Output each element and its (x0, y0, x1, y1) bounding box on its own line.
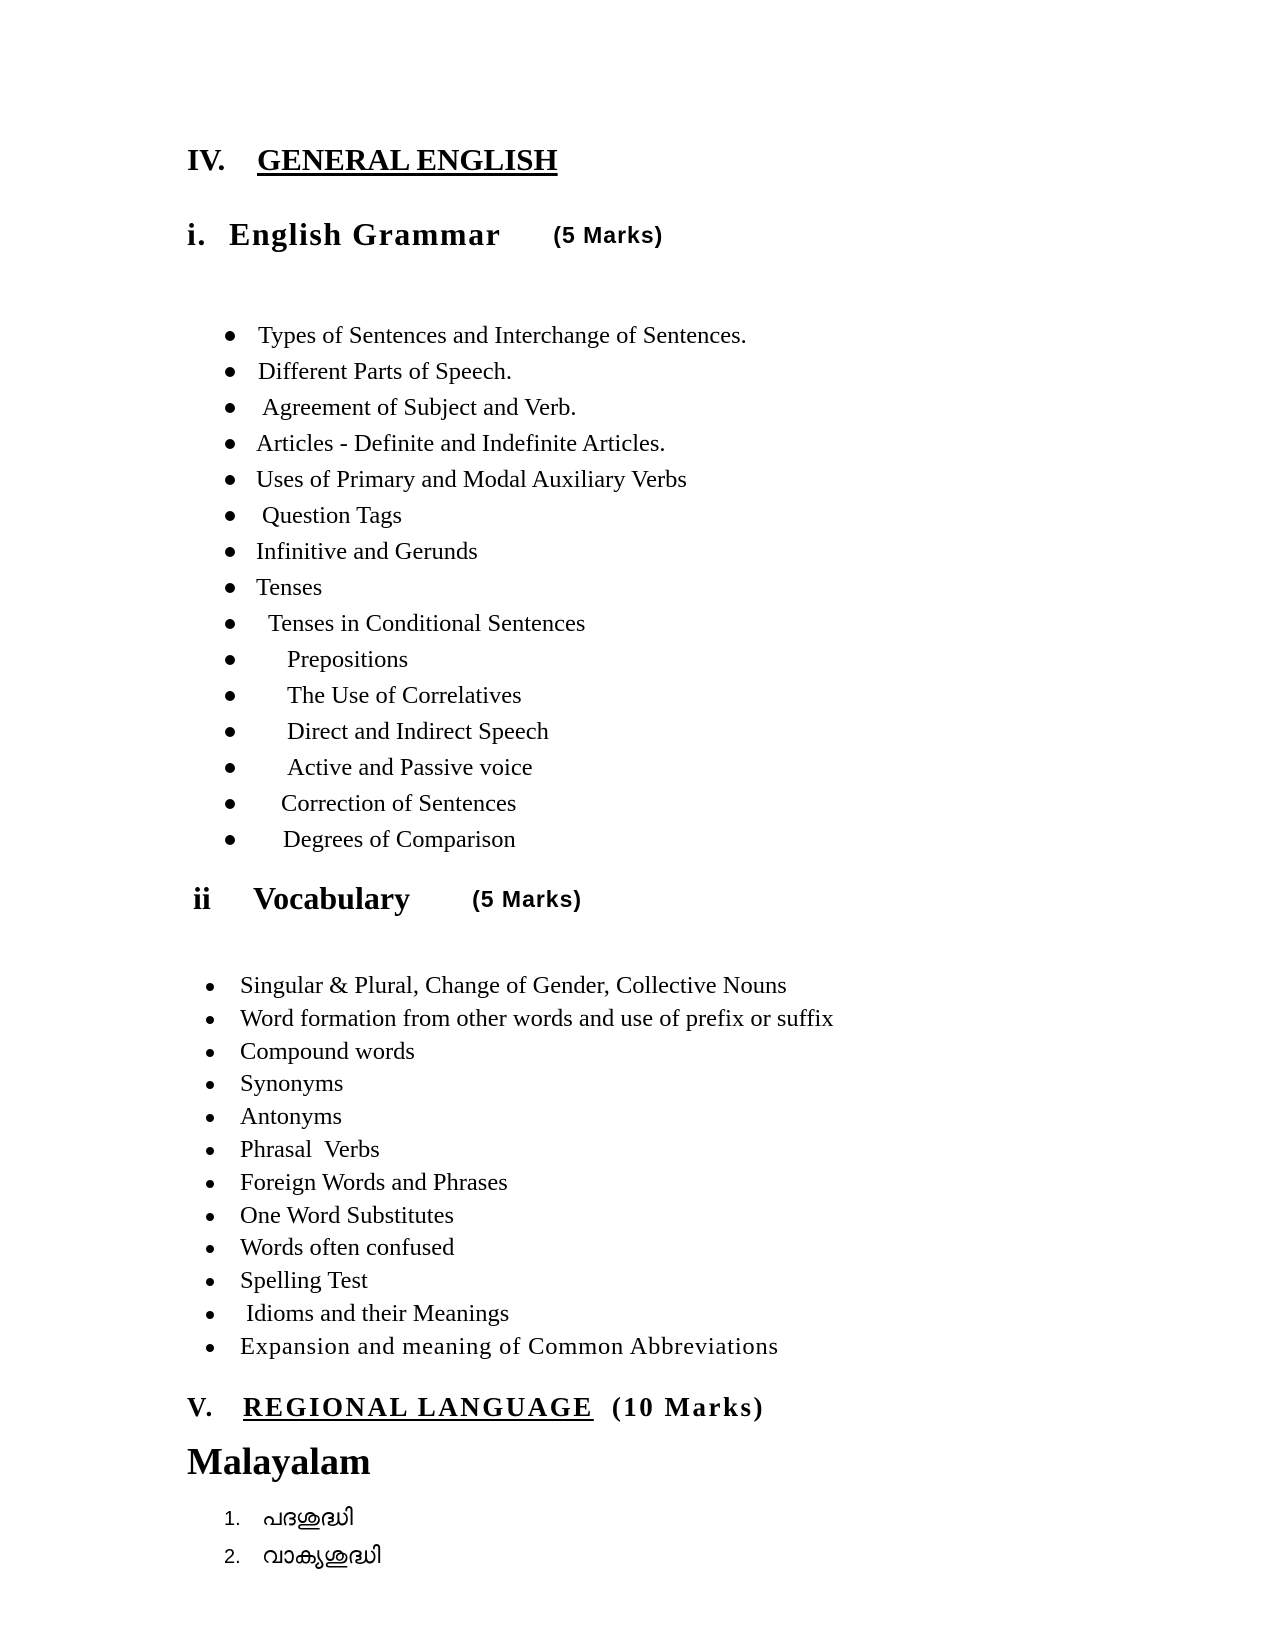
list-item (224, 1536, 380, 1574)
list-item: Phrasal Verbs (200, 1134, 834, 1167)
list-item: Antonyms (200, 1101, 834, 1134)
list-item: Singular & Plural, Change of Gender, Collective Nouns (200, 970, 834, 1003)
list-item (224, 1498, 380, 1536)
subheading-english-grammar (187, 216, 663, 253)
list-item: Degrees of Comparison (222, 822, 747, 858)
list-item: Direct and Indirect Speech (222, 714, 747, 750)
list-item: Prepositions (222, 642, 747, 678)
list-item: One Word Substitutes (200, 1200, 834, 1233)
section-number: V. (187, 1392, 215, 1422)
list-item: Word formation from other words and use of prefix or suffix (200, 1003, 834, 1036)
list-item: Different Parts of Speech. (222, 354, 747, 390)
item-number: 2. (224, 1546, 241, 1568)
list-item: The Use of Correlatives (222, 678, 747, 714)
section-title: REGIONAL LANGUAGE (243, 1392, 594, 1422)
list-item: Correction of Sentences (222, 786, 747, 822)
list-item: Uses of Primary and Modal Auxiliary Verbs (222, 462, 747, 498)
list-item: Tenses in Conditional Sentences (222, 606, 747, 642)
marks-label: (5 Marks) (472, 886, 583, 912)
section-number: IV. (187, 142, 226, 177)
subheading-title: English Grammar (229, 216, 502, 252)
subheading-vocabulary (193, 880, 582, 917)
grammar-topic-list (222, 318, 747, 858)
section-heading-regional-language (187, 1392, 765, 1423)
section-heading-general-english (187, 142, 558, 178)
list-item: Words often confused (200, 1232, 834, 1265)
list-item: Synonyms (200, 1068, 834, 1101)
list-item: Spelling Test (200, 1265, 834, 1298)
marks-label: (5 Marks) (553, 222, 664, 248)
list-item: Idioms and their Meanings (200, 1298, 834, 1331)
list-item: Agreement of Subject and Verb. (222, 390, 747, 426)
item-text: പദശുദ്ധി (262, 1504, 353, 1530)
subheading-title: Vocabulary (253, 880, 411, 916)
subheading-number: ii (193, 880, 211, 916)
list-item: Tenses (222, 570, 747, 606)
list-item: Types of Sentences and Interchange of Sentences. (222, 318, 747, 354)
list-item: Expansion and meaning of Common Abbreviations (200, 1331, 834, 1364)
list-item: Foreign Words and Phrases (200, 1167, 834, 1200)
language-heading: Malayalam (187, 1441, 371, 1483)
section-title: GENERAL ENGLISH (257, 142, 558, 177)
list-item: Articles - Definite and Indefinite Articles. (222, 426, 747, 462)
list-item: Compound words (200, 1036, 834, 1069)
vocabulary-topic-list (200, 970, 834, 1364)
malayalam-topic-list (224, 1498, 380, 1574)
marks-label: (10 Marks) (611, 1392, 766, 1422)
list-item: Active and Passive voice (222, 750, 747, 786)
subheading-number: i. (187, 216, 207, 252)
item-number: 1. (224, 1508, 241, 1530)
list-item: Question Tags (222, 498, 747, 534)
list-item: Infinitive and Gerunds (222, 534, 747, 570)
item-text: വാക്യശുദ്ധി (262, 1542, 381, 1568)
